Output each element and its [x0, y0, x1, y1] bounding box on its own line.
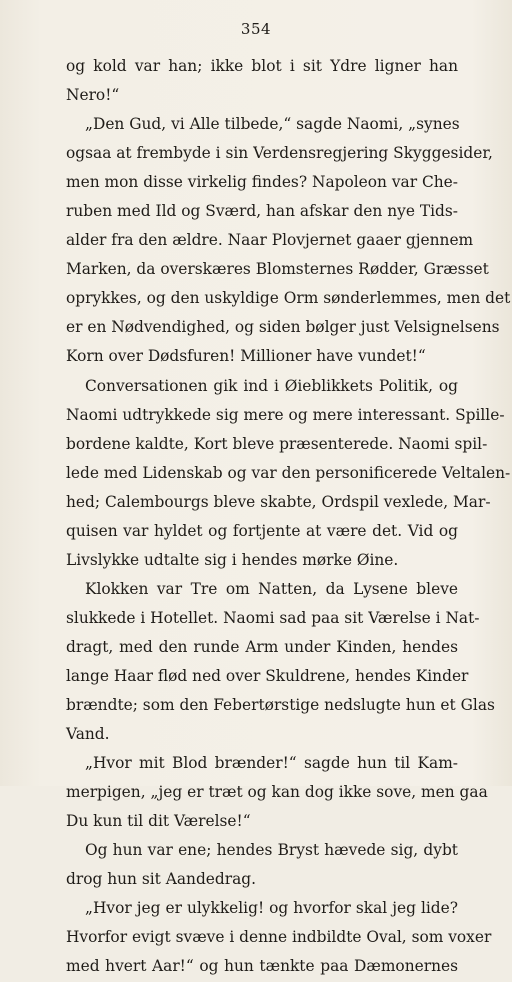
text-line: „Hvor mit Blod brænder!“ sagde hun til Kam- [85, 754, 458, 773]
text-line: Hvorfor evigt svæve i denne indbildte Oval, som voxer [66, 928, 492, 947]
text-line: alder fra den ældre. Naar Plovjernet gaaer gjennem [66, 231, 474, 250]
body-text [66, 52, 511, 982]
text-line: og kold var han; ikke blot i sit Ydre ligner han [66, 57, 458, 75]
text-line: Livslykke udtalte sig i hendes mørke Øine. [66, 550, 399, 569]
text-line: quisen var hyldet og fortjente at være det. Vid og [66, 521, 458, 540]
text-line: „Den Gud, vi Alle tilbede,“ sagde Naomi, „synes [85, 115, 460, 134]
text-line: Korn over Dødsfuren! Millioner have vundet!“ [66, 347, 426, 366]
text-line: Vand. [66, 725, 110, 744]
text-line: Nero!“ [66, 86, 120, 105]
text-line: dragt, med den runde Arm under Kinden, hendes [66, 637, 458, 656]
text-line: drog hun sit Aandedrag. [66, 870, 257, 889]
text-line: men mon disse virkelig findes? Napoleon var Che- [66, 173, 458, 192]
text-line: bordene kaldte, Kort bleve præsenterede. Naomi spil- [66, 434, 488, 453]
text-line: er en Nødvendighed, og siden bølger just Velsignelsens [66, 318, 500, 337]
text-line: Marken, da overskæres Blomsternes Rødder, Græsset [66, 260, 489, 279]
text-line: „Hvor jeg er ulykkelig! og hvorfor skal jeg lide? [85, 899, 458, 918]
text-line: slukkede i Hotellet. Naomi sad paa sit Værelse i Nat- [66, 608, 480, 627]
text-line: Klokken var Tre om Natten, da Lysene bleve [85, 579, 458, 598]
text-line: Naomi udtrykkede sig mere og mere interessant. Spille- [66, 405, 505, 424]
text-line: Du kun til dit Værelse!“ [66, 812, 251, 831]
text-line: oprykkes, og den uskyldige Orm sønderlemmes, men det [66, 289, 511, 308]
text-line: med hvert Aar!“ og hun tænkte paa Dæmonernes [66, 957, 458, 976]
page-number: 354 [240, 20, 272, 38]
text-line: ruben med Ild og Sværd, han afskar den nye Tids- [66, 202, 458, 221]
text-line: merpigen, „jeg er træt og kan dog ikke sove, men gaa [66, 783, 488, 802]
text-line: Og hun var ene; hendes Bryst hævede sig, dybt [85, 841, 458, 860]
text-line: Conversationen gik ind i Øieblikkets Politik, og [85, 376, 458, 395]
text-line: lede med Lidenskab og var den personificerede Veltalen- [66, 463, 511, 482]
text-line: brændte; som den Febertørstige nedslugte hun et Glas [66, 696, 495, 715]
text-line: ogsaa at frembyde i sin Verdensregjering Skyggesider, [66, 144, 493, 163]
text-line: lange Haar flød ned over Skuldrene, hendes Kinder [66, 666, 469, 685]
text-line: hed; Calembourgs bleve skabte, Ordspil vexlede, Mar- [66, 492, 491, 511]
